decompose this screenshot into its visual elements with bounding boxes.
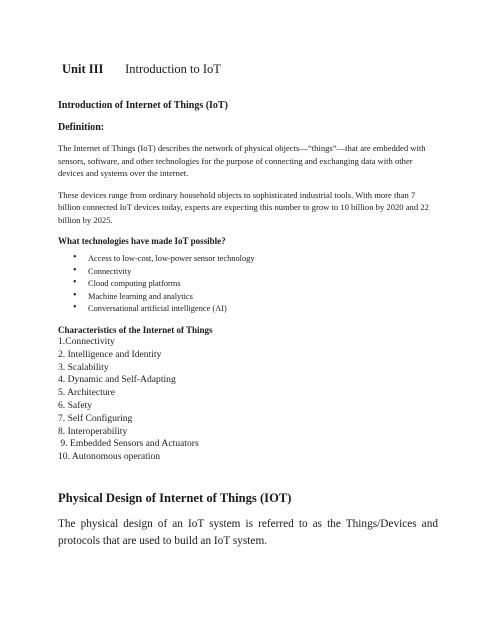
intro-heading: Introduction of Internet of Things (IoT) xyxy=(58,100,228,111)
list-item: 9. Embedded Sensors and Actuators xyxy=(58,438,199,450)
list-item: 10. Autonomous operation xyxy=(58,451,161,463)
list-item: 6. Safety xyxy=(58,399,93,411)
document-body xyxy=(58,100,438,550)
unit-label: Unit III xyxy=(62,62,104,76)
technologies-heading: What technologies have made IoT possible? xyxy=(58,236,226,246)
unit-title: Introduction to IoT xyxy=(125,62,221,76)
definition-paragraph: The Internet of Things (IoT) describes the network of physical objects—“things”—that are embedded with sensors, software, and other technologies for the purpose of connecting and exchanging data with other devices and systems over the internet. xyxy=(58,143,426,178)
list-item: • Machine learning and analytics xyxy=(73,291,438,304)
devices-paragraph: These devices range from ordinary household objects to sophisticated industrial tools. With more than 7 billion connected IoT devices today, experts are expecting this number to grow to 10 billion by 2020 and 22 billion by 2025. xyxy=(58,189,429,225)
list-item: 2. Intelligence and Identity xyxy=(58,348,162,360)
list-item: 5. Architecture xyxy=(58,387,116,399)
list-item: 8. Interoperability xyxy=(58,425,128,437)
characteristics-list xyxy=(58,336,438,464)
list-item: • Connectivity xyxy=(73,266,438,279)
definition-heading: Definition: xyxy=(58,122,105,133)
list-item: 4. Dynamic and Self-Adapting xyxy=(58,374,176,386)
characteristics-heading: Characteristics of the Internet of Things xyxy=(58,324,213,335)
list-item: • Cloud computing platforms xyxy=(73,278,438,291)
physical-design-paragraph: The physical design of an IoT system is referred to as the Things/Devices and protocols that are used to build an IoT system. xyxy=(58,517,438,547)
list-item: 3. Scalability xyxy=(58,361,109,373)
unit-header xyxy=(62,62,221,77)
physical-design-heading: Physical Design of Internet of Things (IOT) xyxy=(58,490,292,505)
technologies-list xyxy=(58,253,438,316)
list-item: • Conversational artificial intelligence (AI) xyxy=(73,303,438,316)
list-item: 1.Connectivity xyxy=(58,335,115,347)
list-item: 7. Self Configuring xyxy=(58,412,133,424)
list-item: • Access to low-cost, low-power sensor technology xyxy=(73,253,438,266)
